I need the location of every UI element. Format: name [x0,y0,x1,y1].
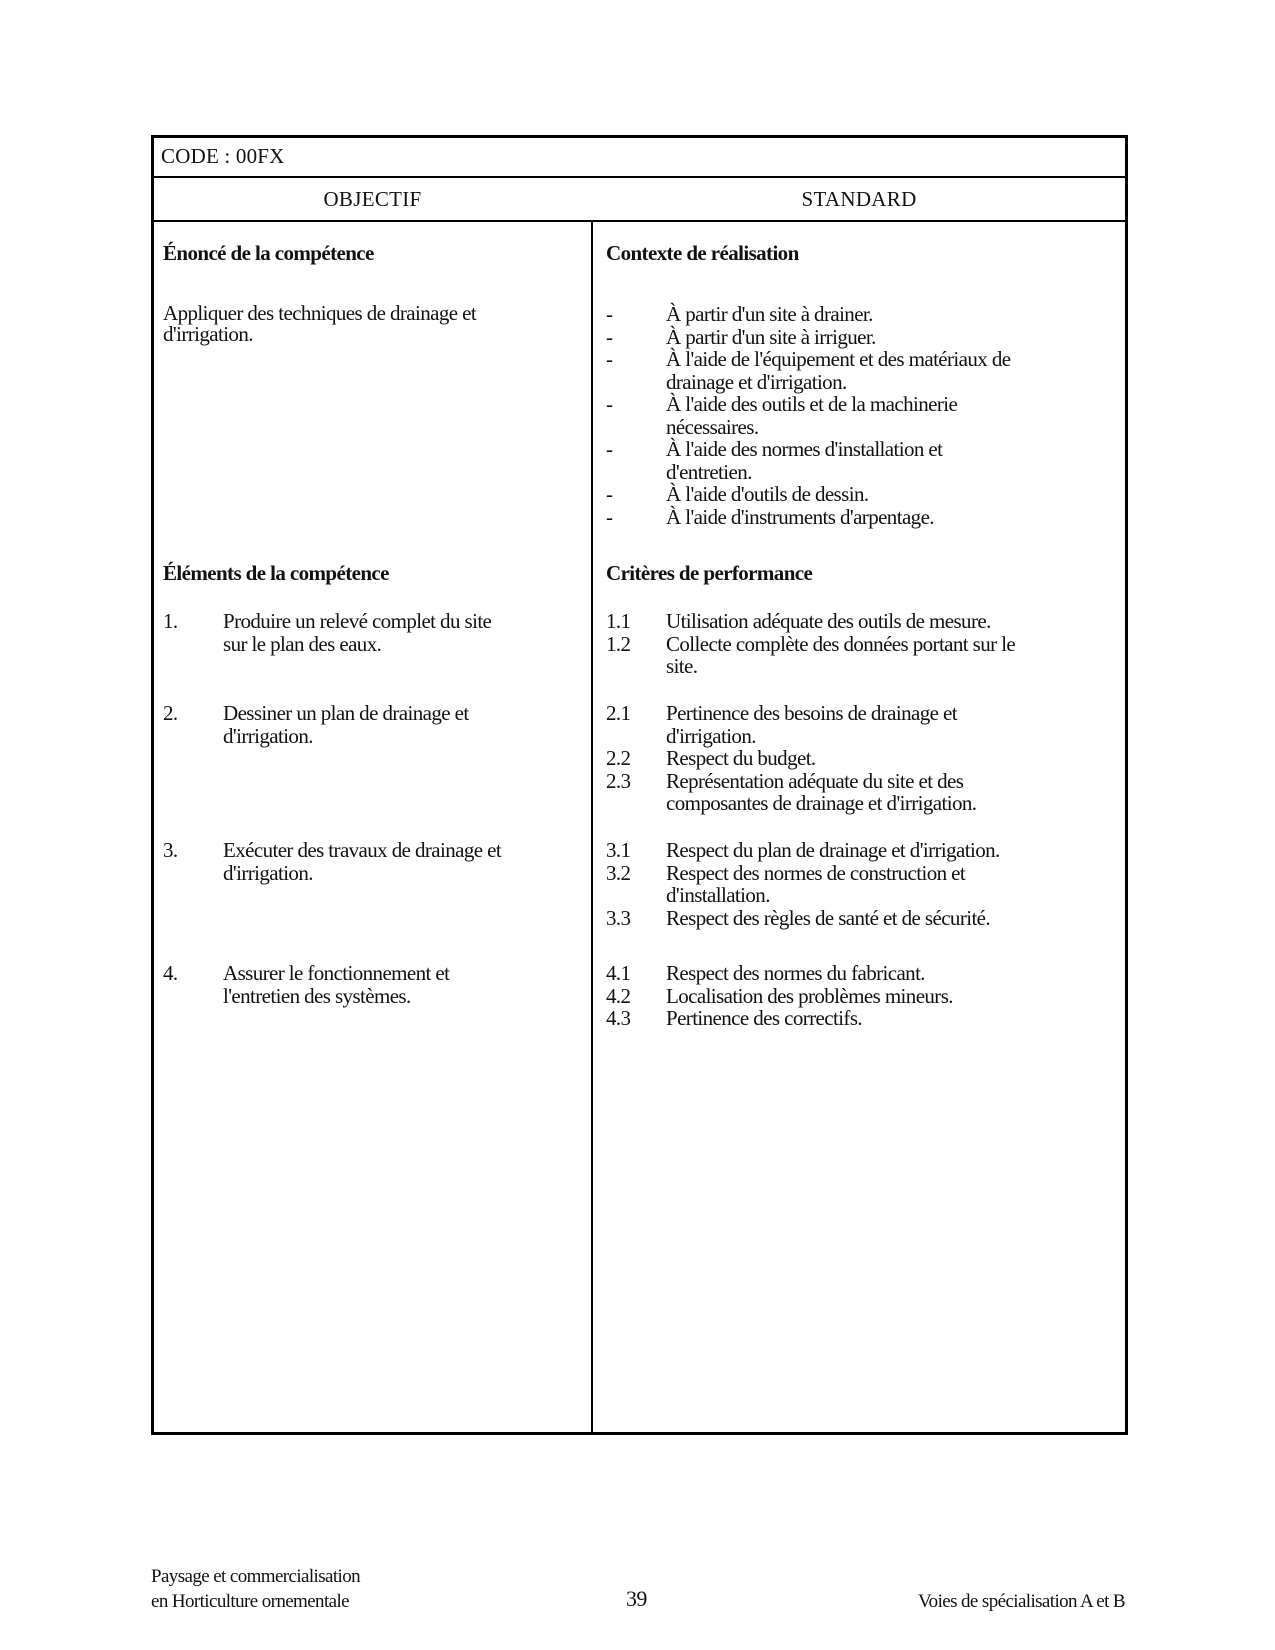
item-number: 4.2 [606,983,631,1008]
contexte-item [606,326,1010,349]
item-number: 1.2 [606,631,631,656]
bullet: - [606,302,613,326]
critere-item [606,907,1000,930]
criteres-group [606,702,976,815]
contexte-item [606,483,1010,506]
critere-item [606,985,953,1008]
item-number: 4. [163,961,178,985]
item-text: À l'aide d'instruments d'arpentage. [666,504,934,529]
item-text: Respect des normes de construction et d'installation. [666,860,966,907]
item-number: 3. [163,838,178,862]
contexte-item [606,506,1010,529]
footer-left-line2: en Horticulture ornementale [151,1591,349,1612]
header-standard: STANDARD [801,187,917,211]
contexte-item [606,393,1010,438]
item-text: Exécuter des travaux de drainage et d'irrigation. [223,838,502,885]
item-text: Respect des normes du fabricant. [666,961,925,985]
code-label: CODE : 00FX [161,144,285,168]
contexte-item [606,438,1010,483]
critere-item [606,633,1015,678]
enonce-heading: Énoncé de la compétence [163,241,374,265]
critere-item [606,1007,953,1030]
item-text: Pertinence des correctifs. [666,1006,863,1030]
element-item [163,702,469,747]
critere-item [606,702,976,747]
element-item [163,610,491,655]
elements-heading: Éléments de la compétence [163,561,389,585]
item-number: 2.1 [606,701,631,725]
divider [154,220,1125,222]
critere-item [606,747,976,770]
item-text: À partir d'un site à drainer. [666,302,873,326]
item-text: À l'aide des normes d'installation et d'entretien. [666,437,943,484]
bullet: - [606,347,613,371]
item-text: À l'aide d'outils de dessin. [666,482,869,506]
item-number: 2.2 [606,746,631,770]
critere-item [606,962,953,985]
criteres-group [606,962,953,1030]
contexte-item [606,303,1010,326]
page-number: 39 [626,1586,647,1611]
item-text: Respect des règles de santé et de sécurité. [666,905,991,930]
item-text: Respect du budget. [666,746,816,770]
bullet: - [606,504,613,529]
item-text: Utilisation adéquate des outils de mesure. [666,609,991,633]
item-number: 3.3 [606,905,631,930]
critere-item [606,770,976,815]
item-text: Collecte complète des données portant sur le site. [666,631,1016,678]
item-number: 2. [163,701,178,725]
element-item [163,962,449,1007]
criteres-heading: Critères de performance [606,561,813,585]
bullet: - [606,437,613,461]
item-number: 3.2 [606,860,631,885]
item-text: Assurer le fonctionnement et l'entretien des systèmes. [223,961,450,1008]
item-number: 3.1 [606,838,631,862]
criteres-group [606,610,1015,678]
item-number: 4.3 [606,1006,631,1030]
item-text: Localisation des problèmes mineurs. [666,983,953,1008]
item-text: Produire un relevé complet du site sur le plan des eaux. [223,609,492,656]
bullet: - [606,324,613,349]
contexte-heading: Contexte de réalisation [606,241,799,265]
competency-table [151,135,1128,1435]
item-text: À partir d'un site à irriguer. [666,324,876,349]
bullet: - [606,482,613,506]
critere-item [606,839,1000,862]
item-text: Respect du plan de drainage et d'irrigation. [666,838,1000,862]
item-number: 4.1 [606,961,631,985]
item-text: À l'aide des outils et de la machinerie nécessaires. [666,392,958,439]
item-text: À l'aide de l'équipement et des matériaux de drainage et d'irrigation. [666,347,1011,394]
critere-item [606,610,1015,633]
criteres-group [606,839,1000,929]
item-text: Dessiner un plan de drainage et d'irrigation. [223,701,469,748]
element-item [163,839,501,884]
footer-right: Voies de spécialisation A et B [918,1591,1125,1612]
item-text: Représentation adéquate du site et des composantes de drainage et d'irrigation. [666,768,977,815]
contexte-item [606,348,1010,393]
header-objectif: OBJECTIF [323,187,422,211]
item-number: 1. [163,609,178,633]
critere-item [606,862,1000,907]
contexte-list [606,303,1010,528]
footer-left-line1: Paysage et commercialisation [151,1566,361,1587]
item-text: Pertinence des besoins de drainage et d'irrigation. [666,701,957,748]
item-number: 1.1 [606,609,631,633]
enonce-text: Appliquer des techniques de drainage et d'irrigation. [163,301,477,346]
item-number: 2.3 [606,768,631,793]
column-divider [591,220,593,1432]
bullet: - [606,392,613,416]
